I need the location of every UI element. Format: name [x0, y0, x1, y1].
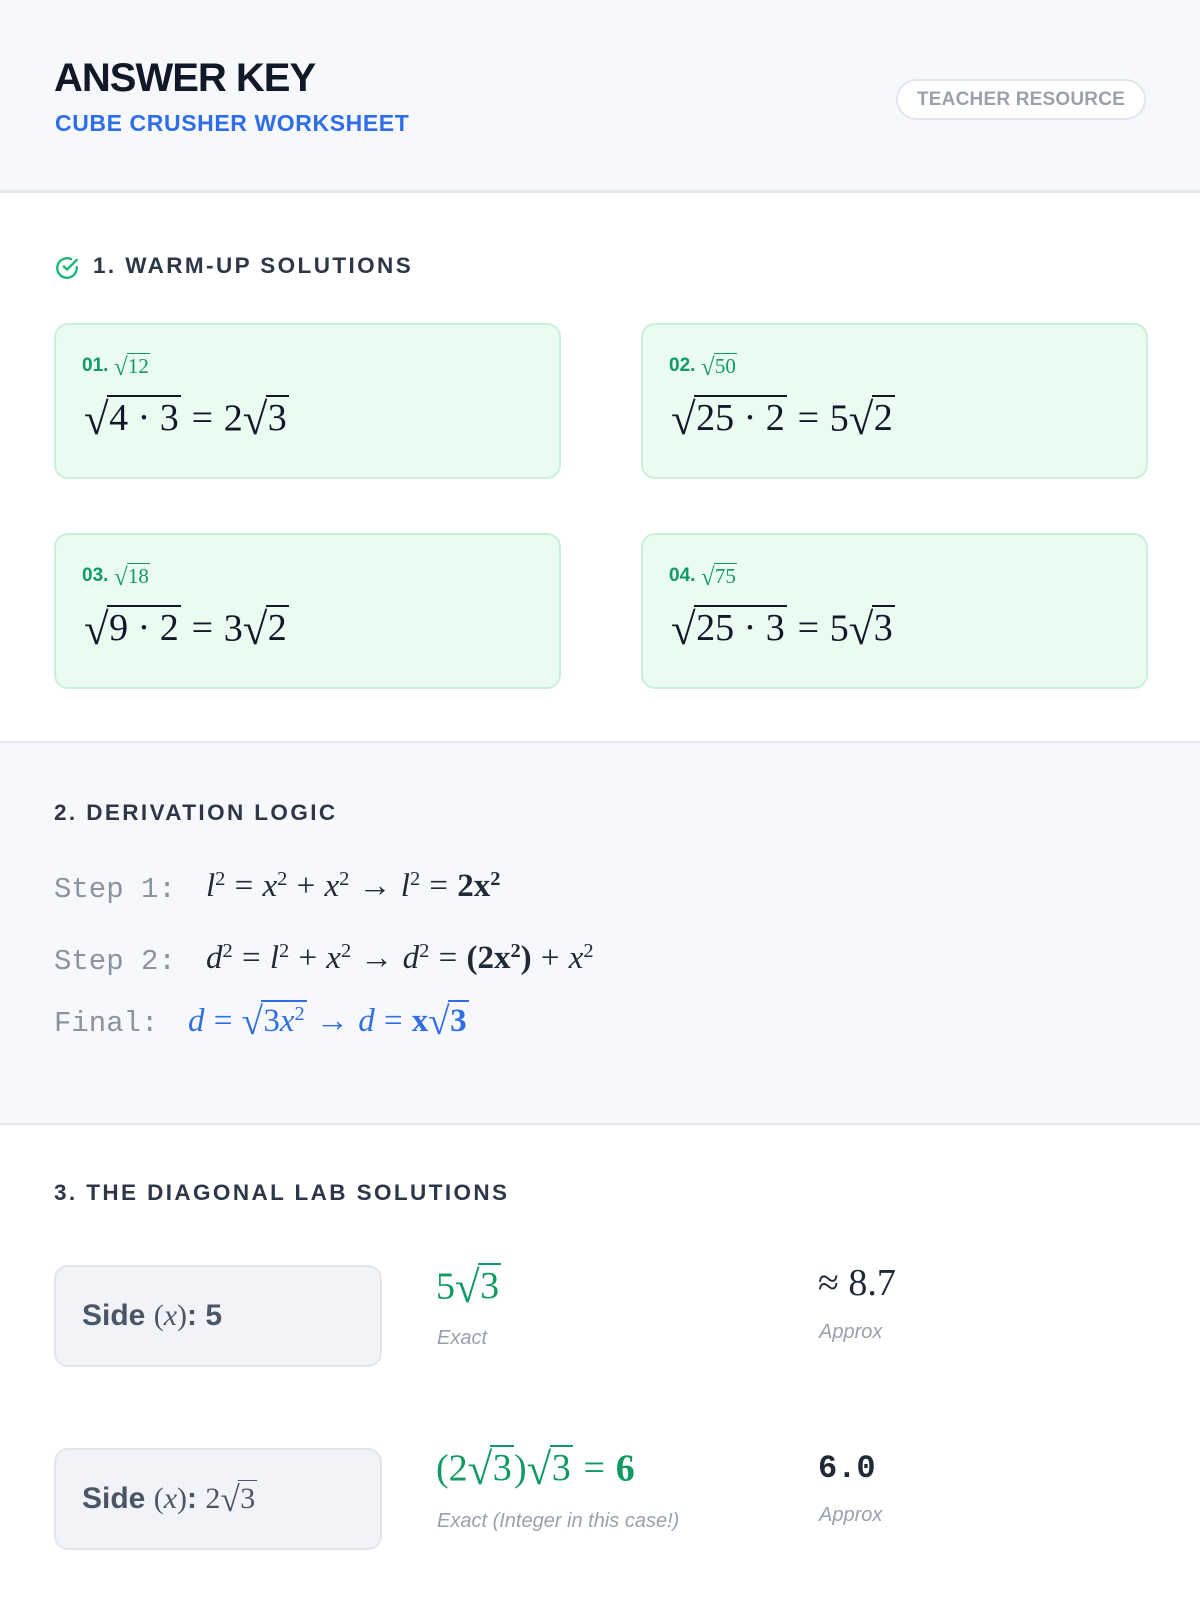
teacher-resource-badge: TEACHER RESOURCE: [896, 79, 1146, 120]
page-title: ANSWER KEY: [54, 56, 316, 100]
side-label: Side: [82, 1299, 146, 1332]
problem-solution: √4 · 3 = 2√3: [84, 395, 289, 442]
problem-number: 03.: [82, 565, 109, 586]
side-label: Side: [82, 1482, 146, 1515]
side-value: 5: [205, 1299, 223, 1332]
problem-expression: √18: [114, 564, 149, 592]
problem-number: 01.: [82, 355, 109, 376]
exact-value: 5√3: [436, 1263, 501, 1310]
problem-number: 04.: [669, 565, 696, 586]
exact-caption: Exact (Integer in this case!): [437, 1510, 680, 1532]
exact-value: (2√3)√3 = 6: [436, 1443, 635, 1494]
problem-solution: √25 · 3 = 5√3: [671, 605, 895, 652]
side-value: 2√3: [205, 1479, 256, 1520]
page-subtitle: CUBE CRUSHER WORKSHEET: [55, 110, 410, 136]
approx-value: 6.0: [818, 1450, 876, 1487]
warmup-card: [641, 533, 1148, 689]
problem-expression: √12: [114, 354, 149, 382]
side-value-box: Side (x) : 5: [54, 1265, 382, 1367]
step-label: Step 1:: [54, 873, 176, 906]
warmup-card: [54, 323, 561, 479]
problem-solution: √9 · 2 = 3√2: [84, 605, 289, 652]
diagonal-lab-section: [0, 1125, 1200, 1600]
check-circle-icon: [54, 255, 80, 281]
approx-caption: Approx: [819, 1321, 883, 1343]
step-2-equation: $d^2 = l^2 + x^2 \to d^2 = (2x^2) + x^2$: [206, 939, 594, 976]
warmup-card: [54, 533, 561, 689]
approx-caption: Approx: [819, 1504, 883, 1526]
warmup-section: [0, 193, 1200, 743]
exact-caption: Exact: [437, 1327, 488, 1349]
derivation-heading: 2. DERIVATION LOGIC: [54, 800, 338, 825]
problem-expression: √50: [701, 354, 736, 382]
warmup-heading: 1. WARM-UP SOLUTIONS: [93, 253, 414, 278]
problem-number: 02.: [669, 355, 696, 376]
problem-solution: √25 · 2 = 5√2: [671, 395, 895, 442]
page-header: [0, 0, 1200, 193]
step-label: Step 2:: [54, 945, 176, 978]
final-equation: $d = √3x^2 \to d = x√3$: [188, 1000, 467, 1044]
warmup-card: [641, 323, 1148, 479]
side-value-box: Side (x) : 2√3: [54, 1448, 382, 1550]
step-1-equation: $l^2 = x^2 + x^2 \to l^2 = 2x^2$: [206, 867, 501, 904]
diagonal-lab-heading: 3. THE DIAGONAL LAB SOLUTIONS: [54, 1180, 510, 1205]
approx-value: ≈ 8.7: [818, 1262, 896, 1304]
step-label: Final:: [54, 1007, 159, 1040]
derivation-section: [0, 743, 1200, 1125]
problem-expression: √75: [701, 564, 736, 592]
